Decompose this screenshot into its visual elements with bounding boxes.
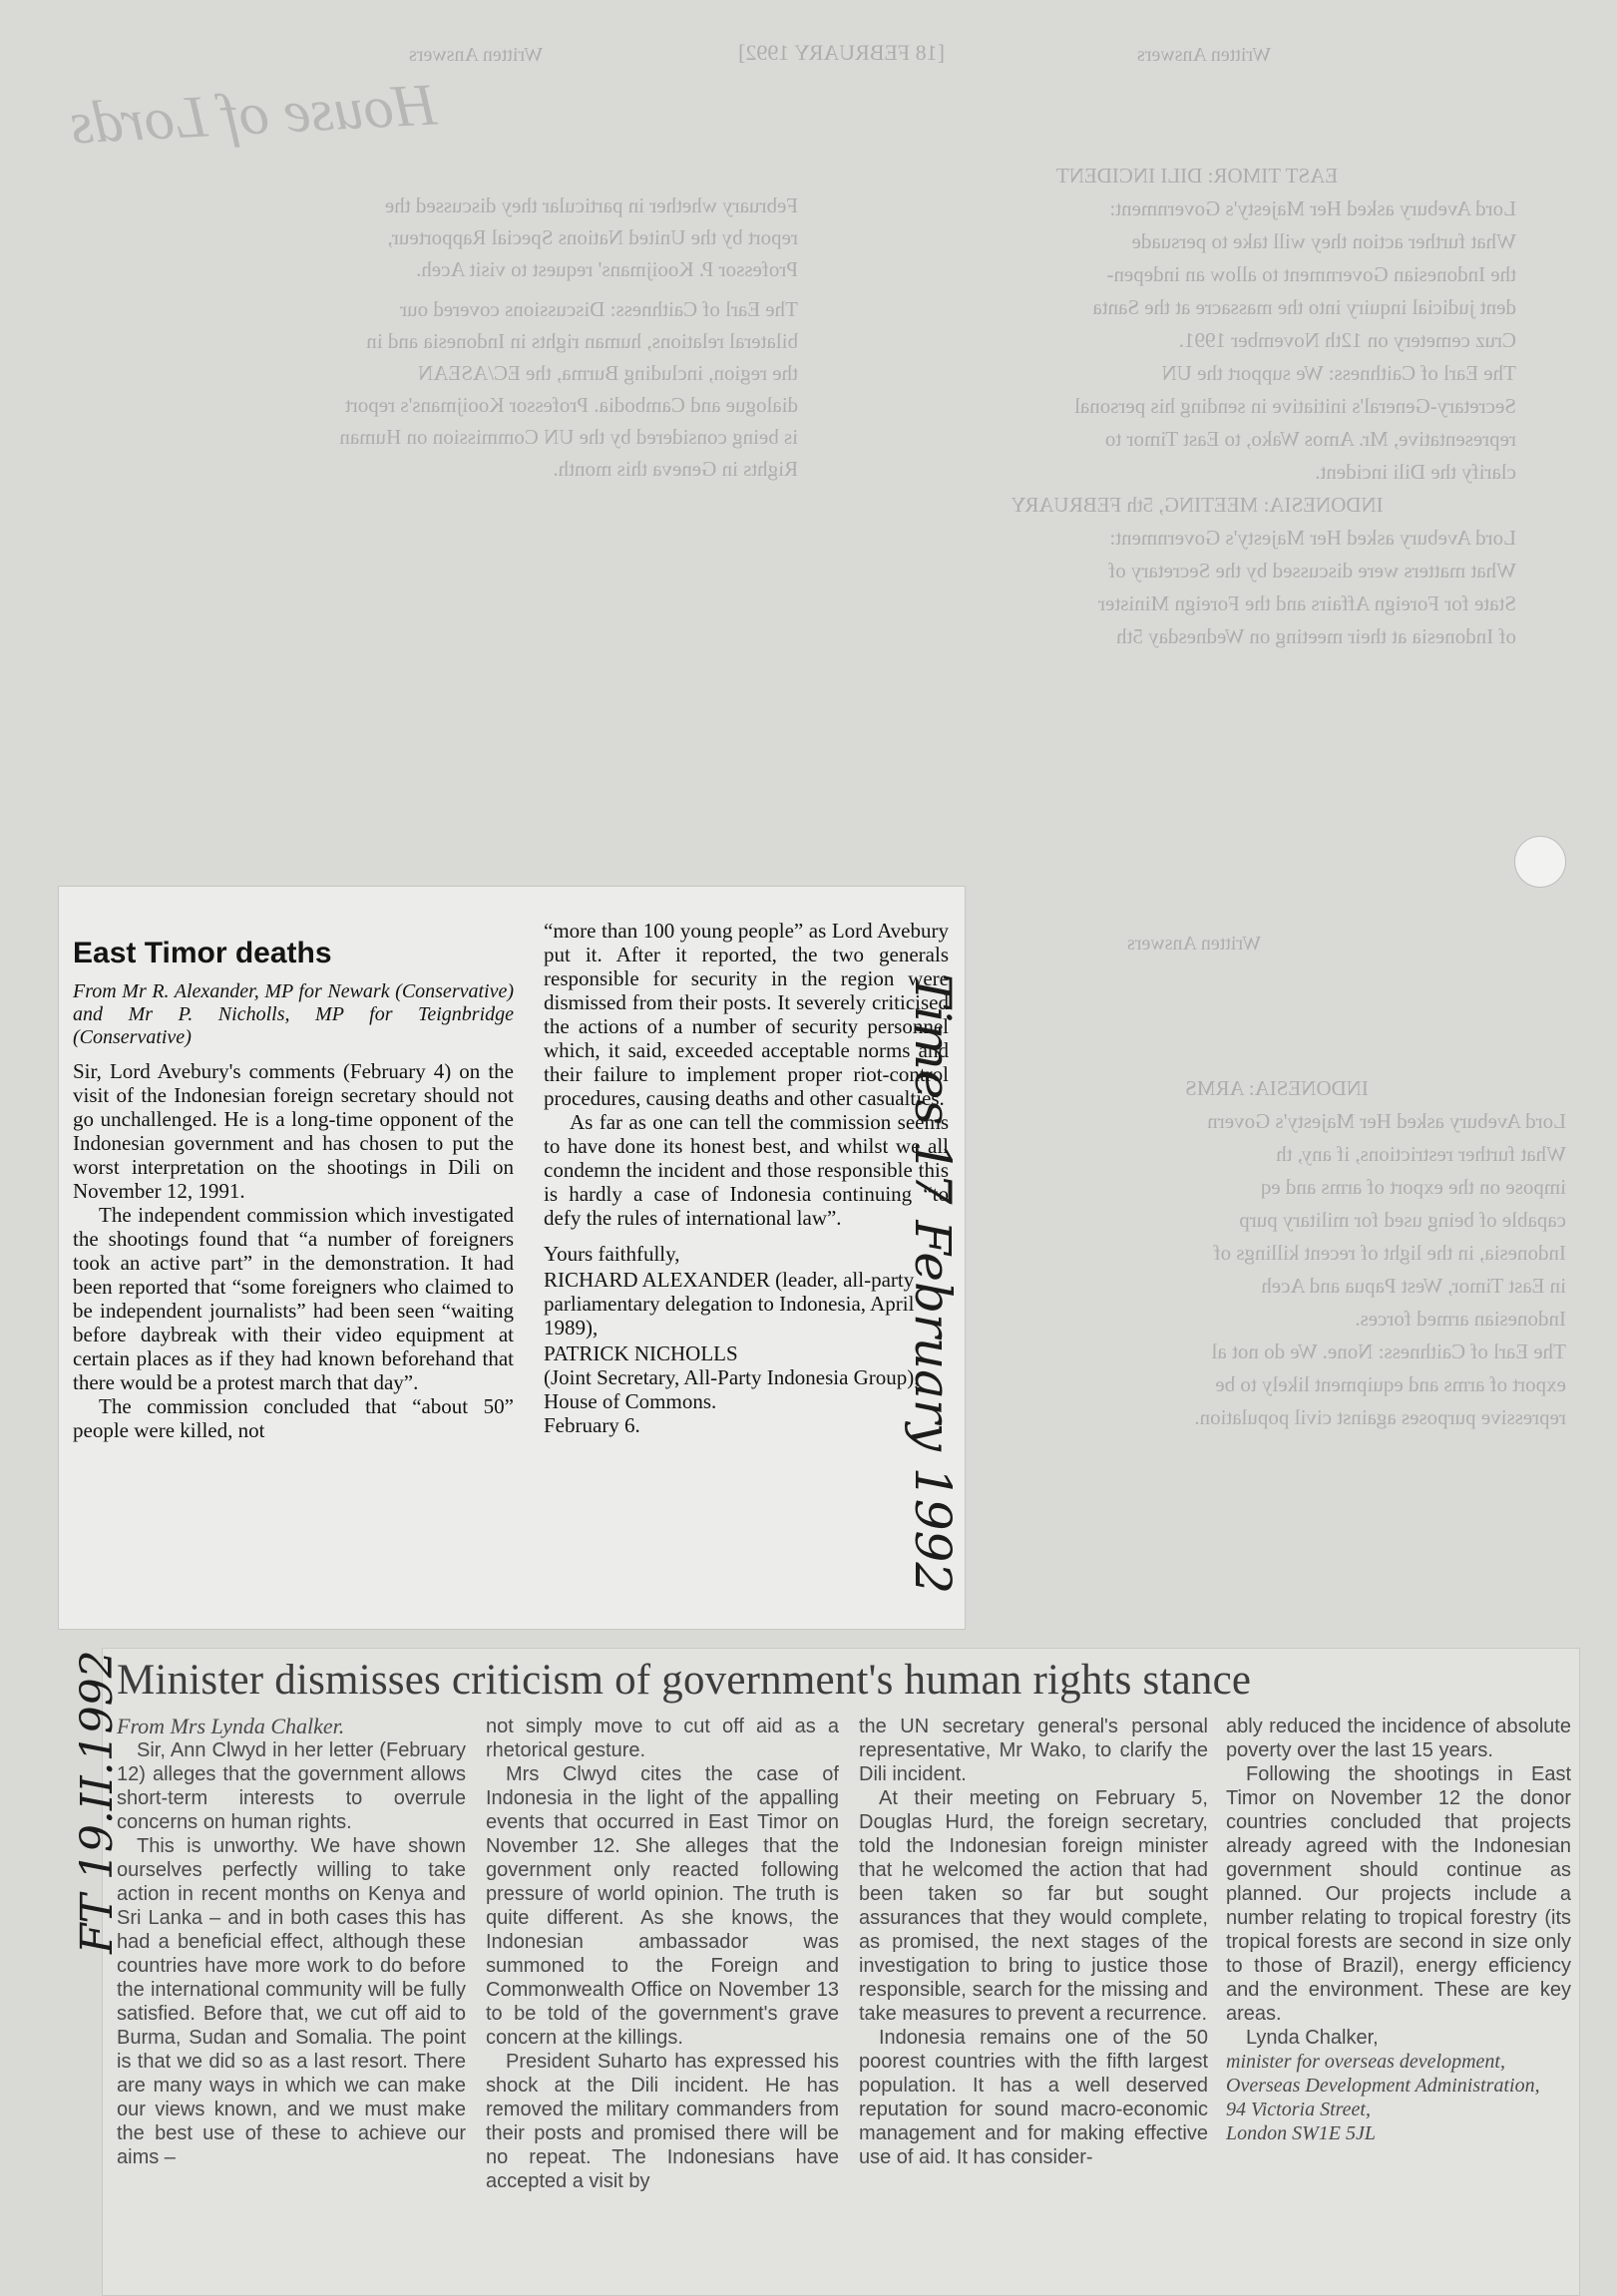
ft-paragraph: ably reduced the incidence of absolute poverty over the last 15 years. [1226, 1716, 1571, 1761]
ghost-column-right-lower: INDONESIA: ARMS Lord Avebury asked Her Majesty's Govern What further restrictions, if any, th impose on the export of arms and eq capable of being used for military purp Indonesia, in the light of recent killings of in East Timor, West Papua and Aceh Indonesian armed forces. The Earl of Caithness: None. We do not al export of arms and equipment likely to be repressive purposes against civil population. [1185, 1076, 1566, 1429]
ft-address-line-1: 94 Victoria Street, [1226, 2099, 1371, 2120]
ft-paragraph: Following the shootings in East Timor on November 12 the donor countries concluded that projects already agreed with the Indonesian government should continue as planned. Our projects include a number relating to tropical forestry (its tropical forests are second in size only to those of Brazil), energy efficiency and the environment. These are key areas. [1226, 1763, 1571, 2025]
ft-paragraph: This is unworthy. We have shown ourselves perfectly willing to take action in recent months on Kenya and Sri Lanka – and in both cases this has had a beneficial effect, although these countries have more work to do before the international community will be fully satisfied. Before that, we cut off aid to Burma, Sudan and Somalia. The point is that we did so as a last resort. There are many ways in which we can make our views known, and we must make the best use of these to achieve our aims – [117, 1835, 466, 2168]
ghost-header-center: [18 FEBRUARY 1992] [738, 40, 945, 65]
show-through-page [0, 0, 1617, 868]
ft-column-1 [117, 1715, 466, 2169]
times-paragraph: “more than 100 young people” as Lord Avebury put it. After it reported, the two generals responsible for security in the region were dismissed from their posts. It severely criticised the actions of a number of security personnel which, it said, exceeded acceptable norms and their failure to implement proper riot-control procedures, causing deaths and other casualties. [544, 919, 949, 1110]
ft-paragraph: Mrs Clwyd cites the case of Indonesia in the light of the appalling events that occurred in East Timor on November 12. She alleges that the government only reacted following pressure of world opinion. The truth is quite different. As she knows, the Indonesian ambassador was summoned to the Foreign and Commonwealth Office on November 13 to be told of the government's grave concern at the killings. [486, 1763, 839, 2049]
ft-clipping [102, 1648, 1580, 2296]
times-yours: Yours faithfully, [544, 1242, 680, 1266]
times-signatory-2: PATRICK NICHOLLS [544, 1341, 738, 1365]
times-paragraph: The independent commission which investigated the shootings found that “a number of foreigners took an active part” in the demonstration. It had been reported that “some foreigners who claimed to be independent journalists” had been seen “waiting before daybreak with their video equipment at certain places as if they had known beforehand that there would be a protest march that day”. [73, 1203, 514, 1394]
punch-hole [1514, 836, 1566, 888]
ghost-column-right: EAST TIMOR: DILI INCIDENT Lord Avebury asked Her Majesty's Government: What further action they will take to persuade the Indonesian Government to allow an indepen- dent judicial inquiry into the massacre at the Santa Cruz cemetery on 12th November 1991. The Earl of Caithness: We support the UN Secretary-General's initiative in sending his personal representative, Mr. Amos Wako, to East Timor to clarify the Dili incident. INDONESIA: MEETING, 5th FEBRUARY Lord Avebury asked Her Majesty's Government: What matters were discussed by the Secretary of State for Foreign Affairs and the Foreign Minister of Indonesia at their meeting on Wednesday 5th [1011, 164, 1516, 648]
ft-column-3 [859, 1715, 1208, 2169]
ft-signatory-org: Overseas Development Administration, [1226, 2075, 1540, 2097]
handwritten-times-date: Times 17 February 1992 [904, 973, 962, 1595]
times-date: February 6. [544, 1413, 640, 1437]
times-signatory-2-role: (Joint Secretary, All-Party Indonesia Group), [544, 1365, 920, 1389]
ft-from: From Mrs Lynda Chalker. [117, 1714, 345, 1738]
ghost-header-right: Written Answers [1137, 44, 1272, 66]
ft-paragraph: President Suharto has expressed his shock at the Dili incident. He has removed the military commanders from their posts and promised there will be no repeat. The Indonesians have accepted a visit by [486, 2051, 839, 2192]
ghost-lower-header: Written Answers [1127, 933, 1262, 955]
ghost-handwriting: House of Lords [68, 71, 439, 157]
times-paragraph: The commission concluded that “about 50” people were killed, not [73, 1394, 514, 1442]
ft-address-line-2: London SW1E 5JL [1226, 2122, 1376, 2144]
times-headline: East Timor deaths [73, 937, 332, 969]
times-place: House of Commons. [544, 1389, 717, 1413]
times-paragraph: As far as one can tell the commission seems to have done its honest best, and whilst we all condemn the incident and those responsible this is hardly a case of Indonesia continuing “to defy the rules of international law”. [544, 1110, 949, 1230]
ft-signatory-title: minister for overseas development, [1226, 2051, 1505, 2073]
times-column-1 [73, 937, 514, 1442]
times-byline: From Mr R. Alexander, MP for Newark (Conservative) and Mr P. Nicholls, MP for Teignbridge (Conservative) [73, 980, 514, 1048]
times-paragraph: Sir, Lord Avebury's comments (February 4) on the visit of the Indonesian foreign secretary should not go unchallenged. He is a long-time opponent of the Indonesian government and has chosen to put the worst interpretation on the shootings in Dili on November 12, 1991. [73, 1059, 514, 1203]
ft-column-2 [486, 1715, 839, 2193]
ft-paragraph: Sir, Ann Clwyd in her letter (February 12) alleges that the government allows short-term interests to overrule concerns on human rights. [117, 1739, 466, 1833]
ft-paragraph: Indonesia remains one of the 50 poorest countries with the fifth largest population. It has a well deserved reputation for sound macro-economic management and for making effective use of aid. It has consider- [859, 2027, 1208, 2168]
ft-paragraph: not simply move to cut off aid as a rhetorical gesture. [486, 1716, 839, 1761]
ghost-header-left: Written Answers [409, 44, 544, 66]
handwritten-ft-date: FT 19.II.1992 [72, 1650, 123, 1954]
times-clipping [58, 886, 966, 1630]
ft-column-4 [1226, 1715, 1571, 2145]
ghost-column-left: February whether in particular they discussed the report by the United Nations Special Rapporteur, Professor P. Kooijmans' request to visit Aceh. The Earl of Caithness: Discussions covered our bilateral relations, human rights in Indonesia and in the region, including Burma, the EC/ASEAN dialogue and Cambodia. Professor Kooijmans's report is being considered by the UN Commission on Human Rights in Geneva this month. [339, 193, 798, 481]
times-signatory-1: RICHARD ALEXANDER (leader, all-party parliamentary delegation to Indonesia, April 1989), [544, 1268, 915, 1339]
ft-paragraph: the UN secretary general's personal representative, Mr Wako, to clarify the Dili incident. [859, 1716, 1208, 1785]
ft-paragraph: At their meeting on February 5, Douglas Hurd, the foreign secretary, told the Indonesian foreign minister that he welcomed the action that had been taken so far but sought assurances that they would complete, as promised, the next stages of the investigation to bring to justice those responsible, search for the missing and take measures to prevent a recurrence. [859, 1787, 1208, 2025]
ft-headline: Minister dismisses criticism of government's human rights stance [117, 1657, 1252, 1704]
ft-signatory: Lynda Chalker, [1246, 2027, 1379, 2049]
